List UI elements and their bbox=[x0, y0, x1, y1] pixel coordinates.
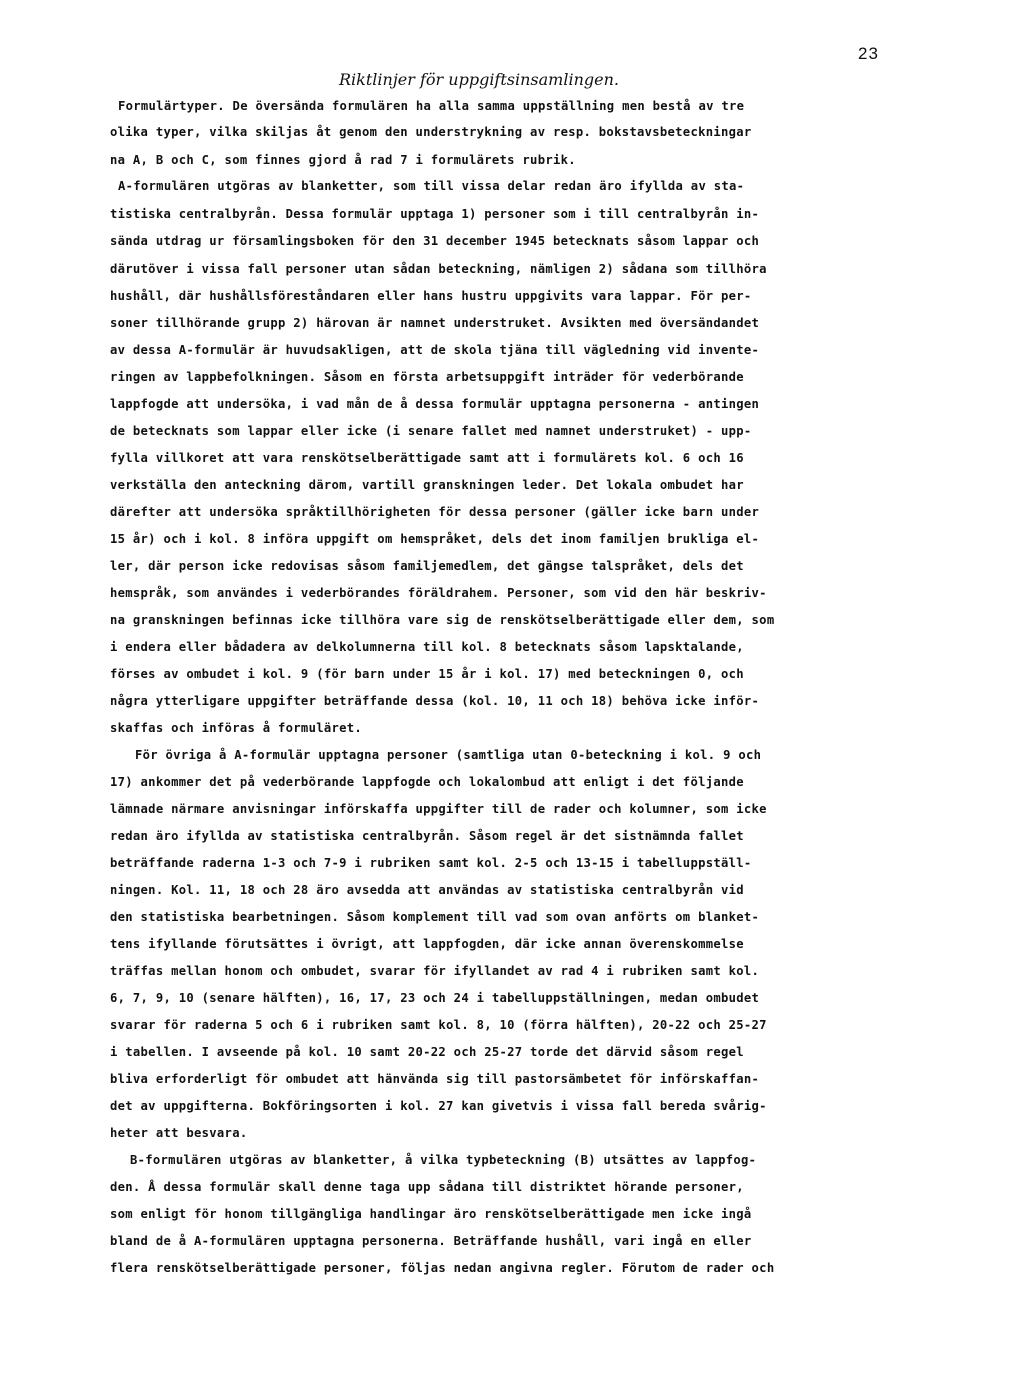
text-line: 15 år) och i kol. 8 införa uppgift om hemspråket, dels det inom familjen brukliga el- bbox=[110, 532, 760, 546]
text-line: För övriga å A-formulär upptagna personer (samtliga utan 0-beteckning i kol. 9 och bbox=[135, 748, 762, 762]
text-line: därutöver i vissa fall personer utan sådan beteckning, nämligen 2) sådana som tillhöra bbox=[110, 262, 767, 276]
text-line: av dessa A-formulär är huvudsakligen, att de skola tjäna till vägledning vid invente- bbox=[110, 343, 760, 357]
text-line: verkställa den anteckning därom, vartill granskningen leder. Det lokala ombudet har bbox=[110, 478, 744, 492]
text-line: svarar för raderna 5 och 6 i rubriken samt kol. 8, 10 (förra hälften), 20-22 och 25-27 bbox=[110, 1018, 767, 1032]
text-line: de betecknats som lappar eller icke (i senare fallet med namnet understruket) - upp- bbox=[110, 424, 752, 438]
text-line: ningen. Kol. 11, 18 och 28 äro avsedda att användas av statistiska centralbyrån vid bbox=[110, 883, 744, 897]
text-line: ler, där person icke redovisas såsom familjemedlem, det gängse talspråket, dels det bbox=[110, 559, 744, 573]
text-line: fylla villkoret att vara renskötselberättigade samt att i formulärets kol. 6 och 16 bbox=[110, 451, 744, 465]
text-line: den. Å dessa formulär skall denne taga upp sådana till distriktet hörande personer, bbox=[110, 1180, 744, 1194]
text-line: lämnade närmare anvisningar införskaffa uppgifter till de rader och kolumner, som icke bbox=[110, 802, 767, 816]
text-line: A-formulären utgöras av blanketter, som till vissa delar redan äro ifyllda av sta- bbox=[118, 179, 745, 193]
text-line: lappfogde att undersöka, i vad mån de å dessa formulär upptagna personerna - antingen bbox=[110, 397, 760, 411]
text-line: i endera eller bådadera av delkolumnerna till kol. 8 betecknats såsom lapsktalande, bbox=[110, 640, 744, 654]
text-line: skaffas och införas å formuläret. bbox=[110, 721, 363, 735]
text-line: bliva erforderligt för ombudet att hänvända sig till pastorsämbetet för införskaffan- bbox=[110, 1072, 760, 1086]
text-line: B-formulären utgöras av blanketter, å vilka typbeteckning (B) utsättes av lappfog- bbox=[130, 1153, 757, 1167]
text-line: det av uppgifterna. Bokföringsorten i kol. 27 kan givetvis i vissa fall bereda svårig- bbox=[110, 1099, 767, 1113]
text-line: sända utdrag ur församlingsboken för den 31 december 1945 betecknats såsom lappar och bbox=[110, 234, 760, 248]
text-line: heter att besvara. bbox=[110, 1126, 248, 1140]
text-line: soner tillhörande grupp 2) härovan är namnet understruket. Avsikten med översändandet bbox=[110, 316, 760, 330]
text-line: redan äro ifyllda av statistiska centralbyrån. Såsom regel är det sistnämnda fallet bbox=[110, 829, 744, 843]
text-line: den statistiska bearbetningen. Såsom komplement till vad som ovan anförts om blanket- bbox=[110, 910, 760, 924]
text-line: bland de å A-formulären upptagna personerna. Beträffande hushåll, vari ingå en eller bbox=[110, 1234, 752, 1248]
text-line: hushåll, där hushållsföreståndaren eller hans hustru uppgivits vara lappar. För per- bbox=[110, 289, 752, 303]
text-line: Formulärtyper. De översända formulären ha alla samma uppställning men bestå av tre bbox=[118, 99, 745, 113]
text-line: hemspråk, som användes i vederbörandes föräldrahem. Personer, som vid den här beskriv- bbox=[110, 586, 767, 600]
text-line: na granskningen befinnas icke tillhöra vare sig de renskötselberättigade eller dem, som bbox=[110, 613, 775, 627]
text-line: som enligt för honom tillgängliga handlingar äro renskötselberättigade men icke ingå bbox=[110, 1207, 752, 1221]
text-line: därefter att undersöka språktillhörigheten för dessa personer (gäller icke barn under bbox=[110, 505, 760, 519]
text-line: flera renskötselberättigade personer, följas nedan angivna regler. Förutom de rader och bbox=[110, 1261, 775, 1275]
text-line: na A, B och C, som finnes gjord å rad 7 i formulärets rubrik. bbox=[110, 153, 576, 167]
text-line: beträffande raderna 1-3 och 7-9 i rubriken samt kol. 2-5 och 13-15 i tabelluppställ- bbox=[110, 856, 752, 870]
text-line: 6, 7, 9, 10 (senare hälften), 16, 17, 23 och 24 i tabelluppställningen, medan ombudet bbox=[110, 991, 760, 1005]
text-line: träffas mellan honom och ombudet, svarar för ifyllandet av rad 4 i rubriken samt kol. bbox=[110, 964, 760, 978]
text-line: olika typer, vilka skiljas åt genom den understrykning av resp. bokstavsbeteckningar bbox=[110, 125, 752, 139]
text-line: i tabellen. I avseende på kol. 10 samt 20-22 och 25-27 torde det därvid såsom regel bbox=[110, 1045, 744, 1059]
text-line: ringen av lappbefolkningen. Såsom en första arbetsuppgift inträder för vederbörande bbox=[110, 370, 744, 384]
page-title: Riktlinjer för uppgiftsinsamlingen. bbox=[339, 70, 619, 89]
text-line: tens ifyllande förutsättes i övrigt, att lappfogden, där icke annan överenskommelse bbox=[110, 937, 744, 951]
text-line: förses av ombudet i kol. 9 (för barn under 15 år i kol. 17) med beteckningen 0, och bbox=[110, 667, 744, 681]
text-line: tistiska centralbyrån. Dessa formulär upptaga 1) personer som i till centralbyrån in- bbox=[110, 207, 760, 221]
text-line: några ytterligare uppgifter beträffande dessa (kol. 10, 11 och 18) behöva icke inför- bbox=[110, 694, 760, 708]
page-number: 23 bbox=[858, 44, 879, 63]
text-line: 17) ankommer det på vederbörande lappfogde och lokalombud att enligt i det följande bbox=[110, 775, 744, 789]
